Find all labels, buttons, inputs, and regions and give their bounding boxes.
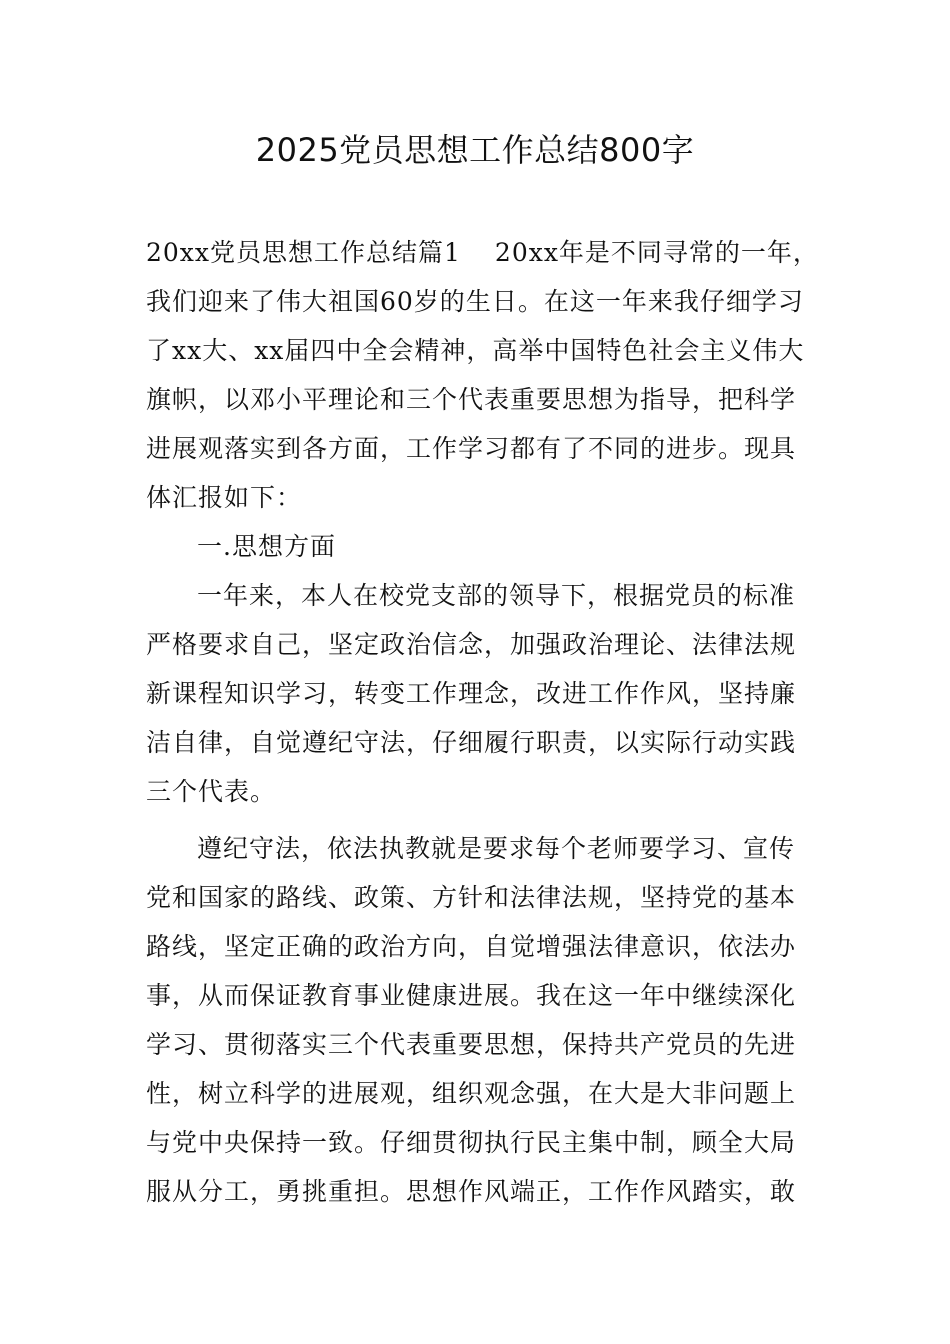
paragraph-2-line: 服从分工，勇挑重担。思想作风端正，工作作风踏实，敢 (146, 1177, 797, 1206)
intro-line: 了xx大、xx届四中全会精神，高举中国特色社会主义伟大 (146, 336, 805, 365)
paragraph-1-line: 一年来，本人在校党支部的领导下，根据党员的标准 (197, 581, 796, 610)
intro-line-1-rest: 20xx年是不同寻常的一年， (494, 238, 819, 267)
intro-line: 我们迎来了伟大祖国60岁的生日。在这一年来我仔细学习 (146, 287, 804, 316)
paragraph-1-line: 严格要求自己，坚定政治信念，加强政治理论、法律法规 (146, 630, 797, 659)
paragraph-2-line: 事，从而保证教育事业健康进展。我在这一年中继续深化 (146, 981, 797, 1010)
paragraph-2-line: 遵纪守法，依法执教就是要求每个老师要学习、宣传 (197, 834, 796, 863)
paragraph-2-line: 与党中央保持一致。仔细贯彻执行民主集中制，顾全大局 (146, 1128, 797, 1157)
intro-heading: 20xx党员思想工作总结篇1 (146, 238, 461, 267)
intro-line-1 (146, 228, 819, 277)
intro-line: 体汇报如下： (146, 483, 303, 512)
paragraph-1-line: 洁自律，自觉遵纪守法，仔细履行职责，以实际行动实践 (146, 728, 797, 757)
paragraph-1-line: 三个代表。 (146, 777, 277, 806)
intro-line: 进展观落实到各方面，工作学习都有了不同的进步。现具 (146, 434, 797, 463)
document-body (146, 228, 819, 1216)
paragraph-1-line: 新课程知识学习，转变工作理念，改进工作作风，坚持廉 (146, 679, 797, 708)
paragraph-2-line: 性，树立科学的进展观，组织观念强，在大是大非问题上 (146, 1079, 797, 1108)
section-heading-thought: 一.思想方面 (197, 532, 336, 561)
paragraph-2-line: 路线，坚定正确的政治方向，自觉增强法律意识，依法办 (146, 932, 797, 961)
paragraph-2-line: 党和国家的路线、政策、方针和法律法规，坚持党的基本 (146, 883, 797, 912)
document-title: 2025党员思想工作总结800字 (255, 131, 695, 169)
intro-line: 旗帜，以邓小平理论和三个代表重要思想为指导，把科学 (146, 385, 797, 414)
paragraph-2-line: 学习、贯彻落实三个代表重要思想，保持共产党员的先进 (146, 1030, 797, 1059)
